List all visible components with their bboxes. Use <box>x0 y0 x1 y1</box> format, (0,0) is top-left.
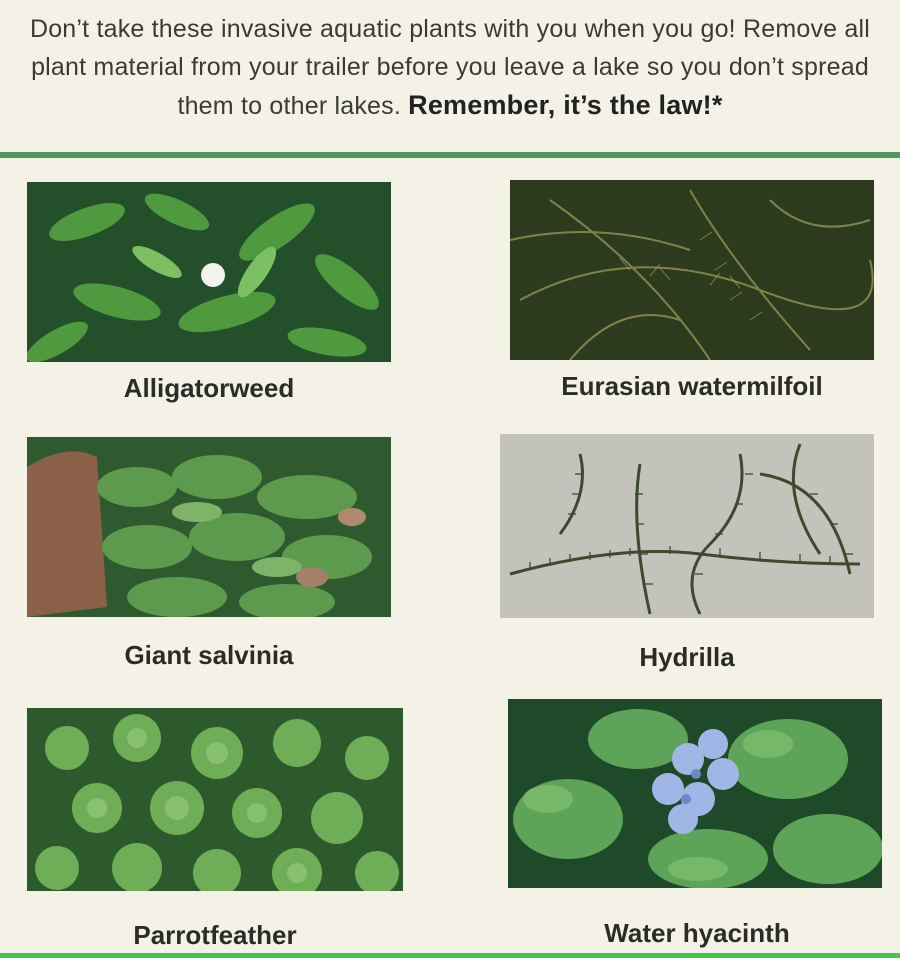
plant-name-giant-salvinia: Giant salvinia <box>124 640 294 670</box>
plant-name-eurasian-watermilfoil: Eurasian watermilfoil <box>561 371 823 401</box>
plant-name-water-hyacinth: Water hyacinth <box>604 918 790 948</box>
footer-divider <box>0 953 900 958</box>
eurasian-watermilfoil-photo <box>510 180 874 360</box>
parrotfeather-photo <box>27 708 403 891</box>
header-divider <box>0 152 900 158</box>
intro-text <box>18 10 882 125</box>
hydrilla-photo <box>500 434 874 618</box>
intro-emphasis: Remember, it’s the law!* <box>408 90 723 120</box>
giant-salvinia-photo <box>27 437 391 617</box>
water-hyacinth-photo <box>508 699 882 888</box>
plant-name-alligatorweed: Alligatorweed <box>123 373 295 403</box>
plant-name-hydrilla: Hydrilla <box>639 642 735 672</box>
plant-name-parrotfeather: Parrotfeather <box>133 920 297 950</box>
intro-body: Don’t take these invasive aquatic plants with you when you go! Remove all plant material from your trailer before you leave a lake so you don’t spread them to other lakes. <box>29 15 871 120</box>
alligatorweed-photo <box>27 182 391 362</box>
